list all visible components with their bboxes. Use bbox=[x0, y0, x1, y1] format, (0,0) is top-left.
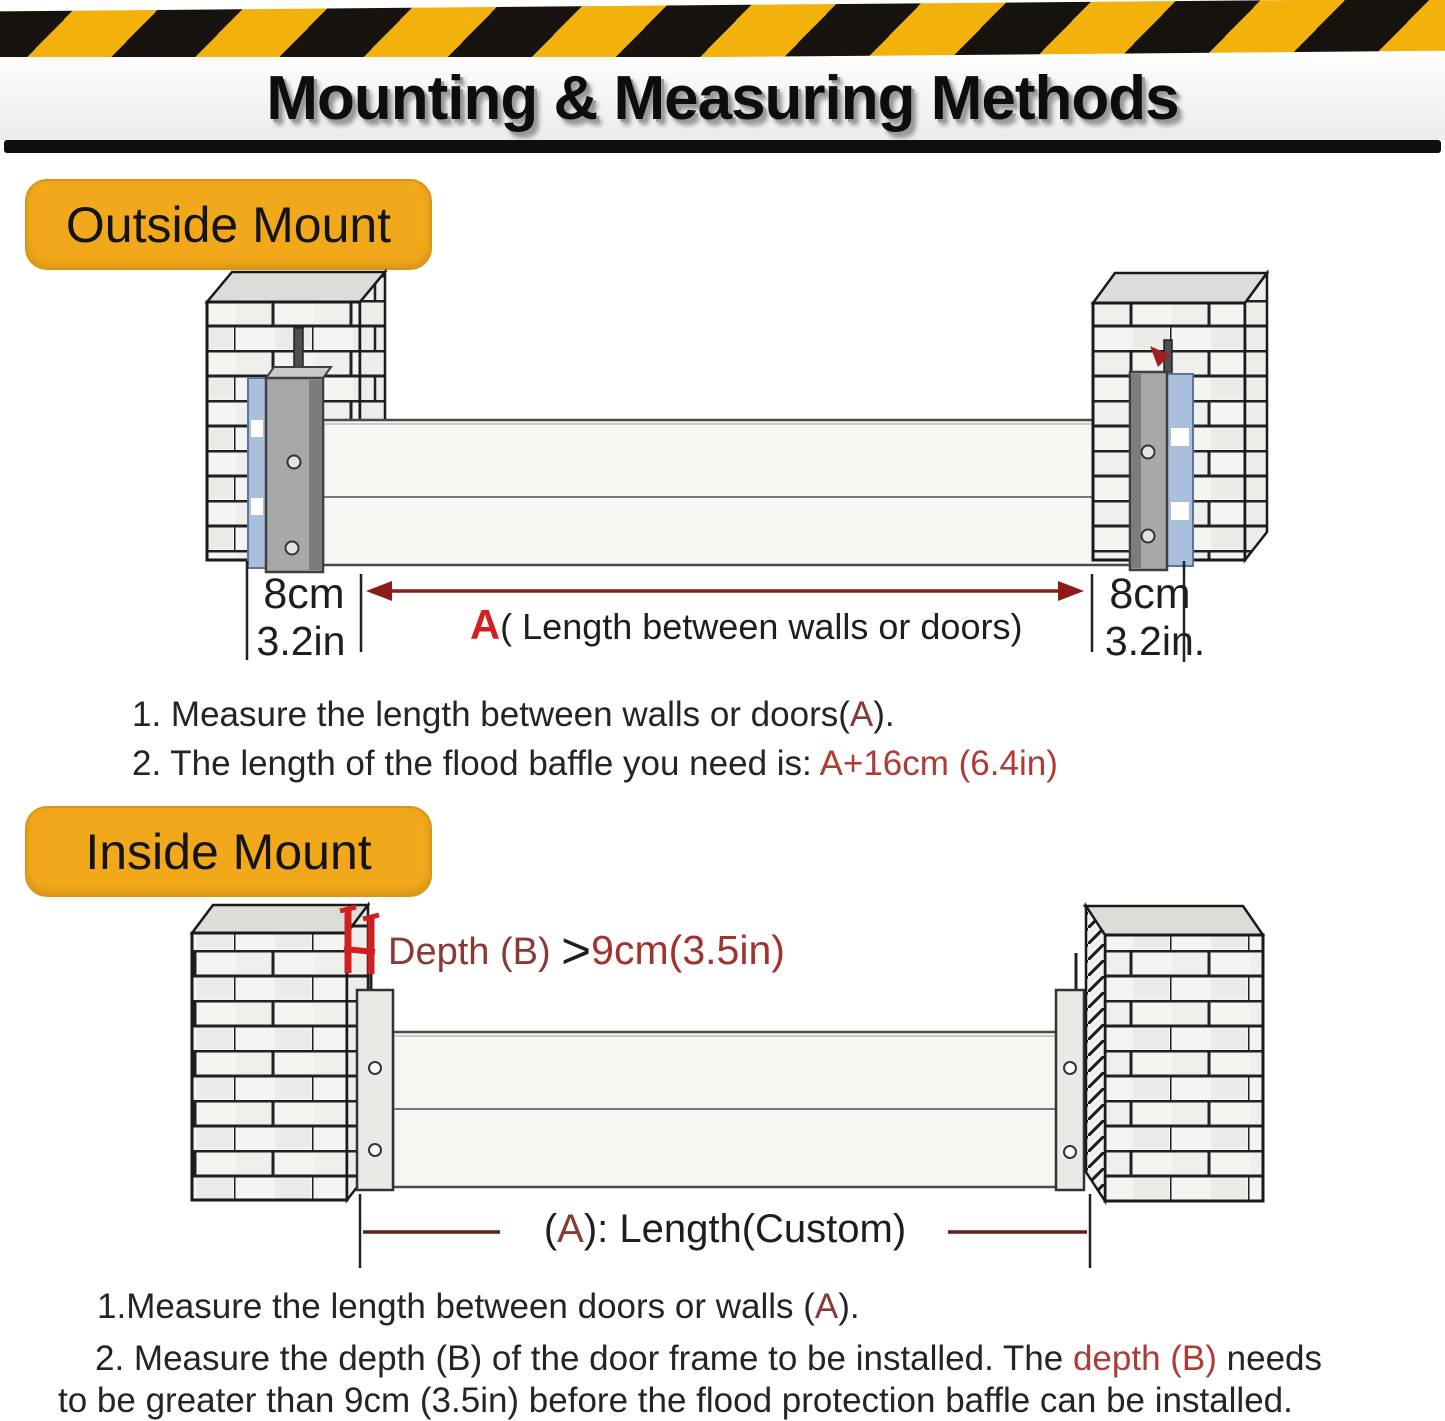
outside-mount-badge: Outside Mount bbox=[25, 179, 432, 270]
outside-span-label: A( Length between walls or doors) bbox=[470, 601, 1023, 648]
screw bbox=[288, 456, 301, 469]
screw bbox=[1142, 446, 1155, 459]
outside-step-1: 1. Measure the length between walls or doors(A). bbox=[132, 695, 895, 734]
screw bbox=[286, 542, 299, 555]
outside-dim-right-in: 3.2in. bbox=[1104, 618, 1206, 664]
outside-span-arrow bbox=[366, 581, 1084, 601]
inside-left-channel bbox=[357, 966, 393, 1190]
screw bbox=[1064, 1062, 1076, 1074]
outside-step-2: 2. The length of the flood baffle you need is: A+16cm (6.4in) bbox=[132, 744, 1058, 783]
seal-strip bbox=[1167, 374, 1193, 566]
screw bbox=[369, 1144, 381, 1156]
inside-step-2-line2: to be greater than 9cm (3.5in) before the flood protection baffle can be installed. bbox=[58, 1381, 1293, 1420]
seal-strip bbox=[248, 378, 266, 568]
outside-right-mount-channel bbox=[1130, 340, 1193, 570]
outside-flood-barrier bbox=[323, 420, 1130, 565]
inside-mount-badge: Inside Mount bbox=[25, 806, 432, 897]
screw bbox=[1064, 1146, 1076, 1158]
inside-left-pillar bbox=[192, 905, 368, 1200]
inside-depth-label: Depth (B) >9cm(3.5in) bbox=[388, 922, 785, 979]
outside-dim-left-cm: 8cm bbox=[263, 570, 345, 618]
outside-dim-right-cm: 8cm bbox=[1109, 570, 1191, 618]
inside-right-channel bbox=[1056, 953, 1084, 1190]
screw bbox=[369, 1062, 381, 1074]
page-title: Mounting & Measuring Methods bbox=[266, 64, 1179, 133]
inside-step-2-line1: 2. Measure the depth (B) of the door frame to be installed. The depth (B) needs bbox=[95, 1339, 1323, 1378]
screw bbox=[1142, 530, 1155, 543]
inside-length-label: (A): Length(Custom) bbox=[543, 1207, 907, 1251]
inside-flood-barrier bbox=[393, 1032, 1057, 1187]
inside-right-pillar bbox=[1085, 906, 1263, 1201]
inside-step-1: 1.Measure the length between doors or walls (A). bbox=[97, 1287, 860, 1326]
outside-dim-left-in: 3.2in bbox=[256, 618, 346, 664]
